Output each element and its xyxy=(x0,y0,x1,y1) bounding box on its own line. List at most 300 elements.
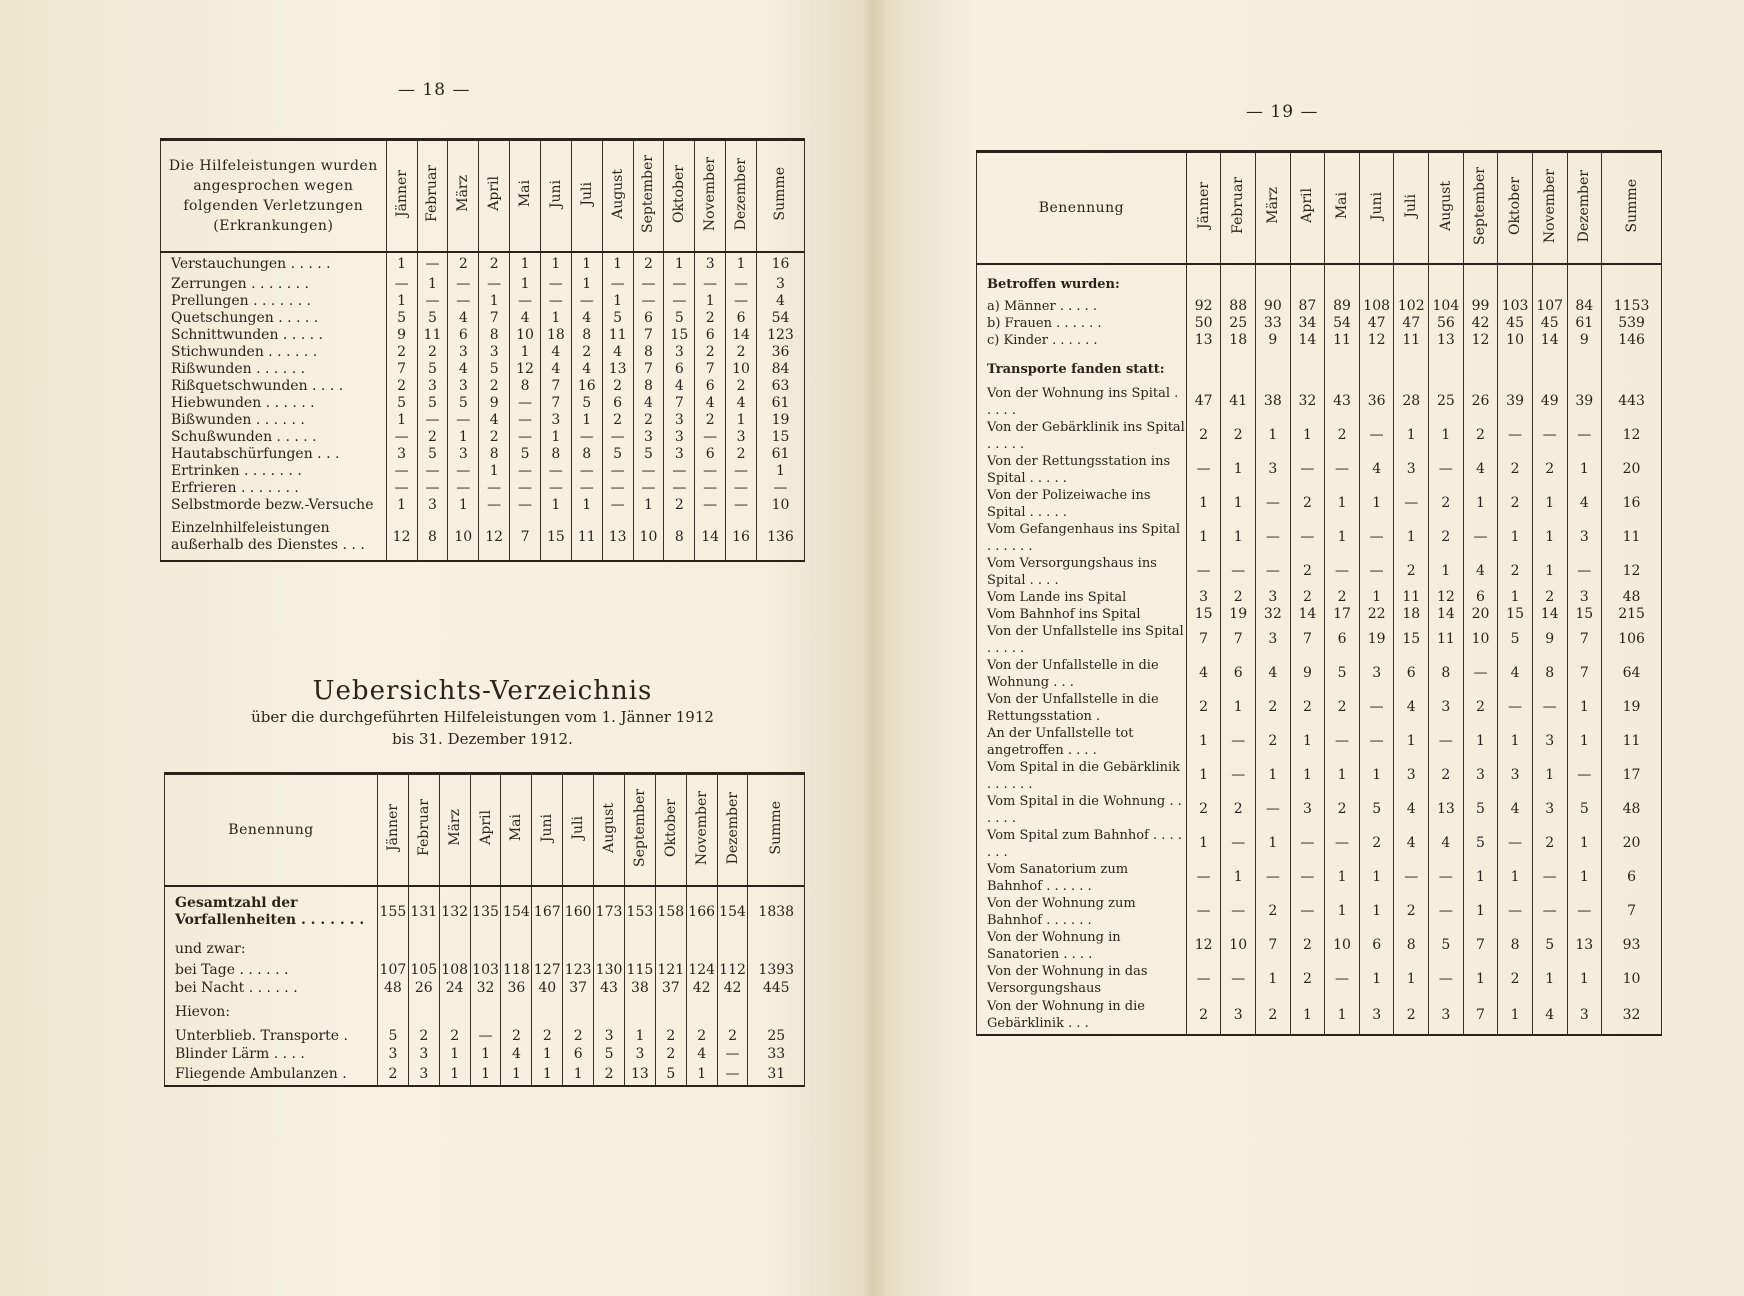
value-cell: — xyxy=(1463,521,1498,555)
value-cell: — xyxy=(664,463,695,480)
value-cell: 1 xyxy=(448,429,479,446)
value-cell: 8 xyxy=(510,378,541,395)
value-cell: 3 xyxy=(1394,759,1429,793)
table-row xyxy=(977,793,1662,827)
value-cell: 1 xyxy=(633,497,664,515)
table-row xyxy=(977,963,1662,997)
value-cell: 3 xyxy=(664,344,695,361)
value-cell: — xyxy=(540,276,571,293)
value-cell: 1 xyxy=(439,1064,470,1086)
left-page xyxy=(0,0,870,1296)
value-cell: 4 xyxy=(448,361,479,378)
row-label: Von der Wohnung in Sanatorien . . . . xyxy=(977,929,1187,963)
overview-subtitle-line2: bis 31. Dezember 1912. xyxy=(392,730,573,748)
month-header-label: Mai xyxy=(517,180,534,208)
value-cell: — xyxy=(540,293,571,310)
value-cell: — xyxy=(448,412,479,429)
table-row xyxy=(161,463,805,480)
label-column-header: Die Hilfeleistungen wurden angesprochen wegen folgenden Verletzungen (Erkrankungen) xyxy=(161,140,387,252)
sum-cell: 10 xyxy=(756,497,804,515)
row-label: Hiebwunden . . . . . . xyxy=(161,395,387,412)
row-label: Von der Unfallstelle ins Spital . . . . . xyxy=(977,623,1187,657)
value-cell xyxy=(439,938,470,962)
value-cell: 7 xyxy=(1567,623,1602,657)
value-cell: 121 xyxy=(655,962,686,980)
value-cell: 1 xyxy=(479,293,510,310)
value-cell: — xyxy=(717,1046,748,1064)
value-cell: 1 xyxy=(1498,725,1533,759)
value-cell: 1 xyxy=(1359,861,1394,895)
value-cell: 160 xyxy=(563,886,594,938)
month-header xyxy=(748,774,805,886)
value-cell: 18 xyxy=(1221,332,1256,349)
value-cell: 3 xyxy=(1567,589,1602,606)
row-label: Quetschungen . . . . . xyxy=(161,310,387,327)
row-label: a) Männer . . . . . xyxy=(977,298,1187,315)
table-row xyxy=(977,861,1662,895)
value-cell: — xyxy=(1394,487,1429,521)
value-cell: 1 xyxy=(532,1064,563,1086)
value-cell: 166 xyxy=(686,886,717,938)
value-cell: 4 xyxy=(571,310,602,327)
value-cell: 2 xyxy=(726,378,757,395)
value-cell: 4 xyxy=(1394,793,1429,827)
value-cell: 9 xyxy=(1567,332,1602,349)
table-row xyxy=(161,429,805,446)
row-label: Bißwunden . . . . . . xyxy=(161,412,387,429)
table-row xyxy=(977,385,1662,419)
value-cell: 45 xyxy=(1498,315,1533,332)
value-cell: 2 xyxy=(1325,589,1360,606)
value-cell: 20 xyxy=(1463,606,1498,623)
month-header xyxy=(1532,152,1567,264)
month-header xyxy=(594,774,625,886)
table-row xyxy=(161,480,805,497)
value-cell: 40 xyxy=(532,980,563,998)
value-cell: 2 xyxy=(1498,453,1533,487)
month-header-label: Dezember xyxy=(733,157,750,230)
sum-cell: 12 xyxy=(1602,419,1662,453)
value-cell: 12 xyxy=(1463,332,1498,349)
value-cell: 32 xyxy=(1256,606,1291,623)
value-cell: 6 xyxy=(1359,929,1394,963)
value-cell: 2 xyxy=(448,252,479,276)
value-cell: 3 xyxy=(1256,453,1291,487)
value-cell: — xyxy=(510,395,541,412)
value-cell: 132 xyxy=(439,886,470,938)
value-cell: 19 xyxy=(1221,606,1256,623)
month-header-label: Juli xyxy=(1403,193,1420,218)
value-cell: 12 xyxy=(479,515,510,561)
value-cell xyxy=(686,938,717,962)
value-cell: — xyxy=(571,480,602,497)
value-cell xyxy=(1186,264,1221,298)
value-cell: 6 xyxy=(695,446,726,463)
month-header xyxy=(501,774,532,886)
row-label: Von der Wohnung ins Spital . . . . . xyxy=(977,385,1187,419)
value-cell: 10 xyxy=(510,327,541,344)
value-cell: 2 xyxy=(1463,419,1498,453)
value-cell: 1 xyxy=(1359,759,1394,793)
value-cell: 3 xyxy=(664,429,695,446)
value-cell xyxy=(501,938,532,962)
value-cell xyxy=(1256,349,1291,385)
value-cell: 1 xyxy=(571,497,602,515)
value-cell: 7 xyxy=(1186,623,1221,657)
value-cell: 4 xyxy=(633,395,664,412)
table-row xyxy=(977,589,1662,606)
value-cell: — xyxy=(1256,793,1291,827)
value-cell: — xyxy=(633,293,664,310)
value-cell: 47 xyxy=(1394,315,1429,332)
sum-cell: 25 xyxy=(748,1028,805,1046)
value-cell: — xyxy=(571,293,602,310)
value-cell: — xyxy=(386,276,417,293)
value-cell: 1 xyxy=(1394,521,1429,555)
month-header xyxy=(470,774,501,886)
value-cell: 3 xyxy=(726,429,757,446)
value-cell: 130 xyxy=(594,962,625,980)
value-cell: 3 xyxy=(448,378,479,395)
value-cell: 2 xyxy=(1532,453,1567,487)
value-cell: 127 xyxy=(532,962,563,980)
month-header xyxy=(664,140,695,252)
value-cell: 7 xyxy=(633,361,664,378)
value-cell: 1 xyxy=(1221,691,1256,725)
month-header-label: Oktober xyxy=(662,798,679,857)
value-cell: — xyxy=(1359,419,1394,453)
value-cell: 14 xyxy=(1290,332,1325,349)
sum-cell: 1 xyxy=(756,463,804,480)
value-cell: — xyxy=(1186,555,1221,589)
value-cell: 3 xyxy=(1394,453,1429,487)
value-cell: 1 xyxy=(1394,963,1429,997)
value-cell xyxy=(470,998,501,1028)
value-cell: 10 xyxy=(726,361,757,378)
value-cell: — xyxy=(1325,963,1360,997)
table-row xyxy=(977,895,1662,929)
value-cell: 1 xyxy=(1256,419,1291,453)
value-cell: — xyxy=(510,480,541,497)
value-cell: 36 xyxy=(501,980,532,998)
value-cell: 9 xyxy=(386,327,417,344)
row-label: Gesamtzahl der Vorfallenheiten . . . . . . . xyxy=(165,886,378,938)
value-cell: 1 xyxy=(624,1028,655,1046)
value-cell: 1 xyxy=(1186,487,1221,521)
value-cell xyxy=(1429,349,1464,385)
value-cell: — xyxy=(1325,827,1360,861)
value-cell: 8 xyxy=(633,344,664,361)
row-label: Von der Wohnung zum Bahnhof . . . . . . xyxy=(977,895,1187,929)
value-cell: — xyxy=(386,463,417,480)
value-cell: 15 xyxy=(540,515,571,561)
value-cell: 4 xyxy=(664,378,695,395)
value-cell: — xyxy=(726,463,757,480)
value-cell: 8 xyxy=(664,515,695,561)
table-row xyxy=(977,657,1662,691)
value-cell: 3 xyxy=(1290,793,1325,827)
value-cell: — xyxy=(1221,895,1256,929)
value-cell: 10 xyxy=(1463,623,1498,657)
value-cell: 1 xyxy=(1186,725,1221,759)
row-label: Von der Wohnung in die Gebärklinik . . . xyxy=(977,997,1187,1035)
value-cell: 1 xyxy=(1532,487,1567,521)
value-cell: 5 xyxy=(386,395,417,412)
sum-cell xyxy=(1602,264,1662,298)
row-label: Vom Gefangenhaus ins Spital . . . . . . xyxy=(977,521,1187,555)
value-cell: 5 xyxy=(1359,793,1394,827)
value-cell: 6 xyxy=(633,310,664,327)
value-cell: 2 xyxy=(377,1064,408,1086)
month-header-label: Juni xyxy=(547,179,564,208)
value-cell: 2 xyxy=(1429,759,1464,793)
value-cell: 7 xyxy=(1221,623,1256,657)
value-cell: 1 xyxy=(1359,895,1394,929)
table-row xyxy=(165,938,805,962)
sum-cell: 19 xyxy=(1602,691,1662,725)
row-label: Vom Versorgungshaus ins Spital . . . . xyxy=(977,555,1187,589)
value-cell: 5 xyxy=(386,310,417,327)
value-cell: 6 xyxy=(726,310,757,327)
label-column-header: Benennung xyxy=(165,774,378,886)
value-cell: 2 xyxy=(602,412,633,429)
injuries-table xyxy=(160,138,805,562)
value-cell: 1 xyxy=(1186,827,1221,861)
value-cell xyxy=(1221,264,1256,298)
value-cell: 42 xyxy=(717,980,748,998)
value-cell: — xyxy=(1186,453,1221,487)
value-cell: 1 xyxy=(510,344,541,361)
value-cell: — xyxy=(1498,827,1533,861)
value-cell: 8 xyxy=(1498,929,1533,963)
row-label: Schußwunden . . . . . xyxy=(161,429,387,446)
month-header-label: November xyxy=(693,790,710,865)
value-cell: 1 xyxy=(563,1064,594,1086)
value-cell: 84 xyxy=(1567,298,1602,315)
value-cell: — xyxy=(1498,895,1533,929)
value-cell: 8 xyxy=(417,515,448,561)
value-cell: 50 xyxy=(1186,315,1221,332)
value-cell: 88 xyxy=(1221,298,1256,315)
value-cell: 25 xyxy=(1429,385,1464,419)
value-cell: — xyxy=(1567,895,1602,929)
value-cell xyxy=(594,938,625,962)
month-header-label: August xyxy=(609,168,626,219)
month-header xyxy=(624,774,655,886)
value-cell: 5 xyxy=(1567,793,1602,827)
sum-cell: 1393 xyxy=(748,962,805,980)
page-number: — 18 — xyxy=(398,80,471,100)
value-cell: 102 xyxy=(1394,298,1429,315)
overview-subtitle-line1: über die durchgeführten Hilfeleistungen vom 1. Jänner 1912 xyxy=(251,708,714,726)
value-cell: 7 xyxy=(1463,997,1498,1035)
value-cell: 8 xyxy=(1532,657,1567,691)
value-cell: 3 xyxy=(448,446,479,463)
row-label: Von der Unfallstelle in die Rettungsstation . xyxy=(977,691,1187,725)
value-cell: — xyxy=(695,497,726,515)
value-cell: 6 xyxy=(695,378,726,395)
value-cell: 1 xyxy=(1221,861,1256,895)
value-cell: — xyxy=(1359,725,1394,759)
value-cell: 26 xyxy=(1463,385,1498,419)
value-cell: 45 xyxy=(1532,315,1567,332)
month-header xyxy=(1186,152,1221,264)
value-cell: — xyxy=(448,276,479,293)
value-cell: 3 xyxy=(1498,759,1533,793)
month-header-label: Oktober xyxy=(671,164,688,223)
value-cell: 1 xyxy=(1567,453,1602,487)
sum-cell: 6 xyxy=(1602,861,1662,895)
value-cell: 2 xyxy=(686,1028,717,1046)
value-cell: 28 xyxy=(1394,385,1429,419)
value-cell: 2 xyxy=(1256,895,1291,929)
value-cell: — xyxy=(417,463,448,480)
value-cell: 25 xyxy=(1221,315,1256,332)
value-cell: 1 xyxy=(571,252,602,276)
value-cell: 4 xyxy=(602,344,633,361)
value-cell: 123 xyxy=(563,962,594,980)
row-label: Von der Wohnung in das Versorgungshaus xyxy=(977,963,1187,997)
value-cell: — xyxy=(1221,555,1256,589)
value-cell: — xyxy=(726,497,757,515)
value-cell: 19 xyxy=(1359,623,1394,657)
table-row xyxy=(977,623,1662,657)
value-cell: 1 xyxy=(1463,963,1498,997)
value-cell: 3 xyxy=(1567,521,1602,555)
sum-cell: 11 xyxy=(1602,725,1662,759)
sum-cell: 64 xyxy=(1602,657,1662,691)
value-cell: — xyxy=(1290,895,1325,929)
value-cell: 167 xyxy=(532,886,563,938)
value-cell: 1 xyxy=(1498,997,1533,1035)
value-cell: 1 xyxy=(510,252,541,276)
value-cell: 14 xyxy=(1532,332,1567,349)
value-cell: 7 xyxy=(479,310,510,327)
value-cell: 3 xyxy=(386,446,417,463)
value-cell xyxy=(501,998,532,1028)
row-label: Von der Gebärklinik ins Spital . . . . . xyxy=(977,419,1187,453)
value-cell: 42 xyxy=(1463,315,1498,332)
sum-cell: 3 xyxy=(756,276,804,293)
value-cell: 7 xyxy=(1290,623,1325,657)
value-cell: 2 xyxy=(1498,963,1533,997)
value-cell: 10 xyxy=(1498,332,1533,349)
value-cell: 5 xyxy=(417,395,448,412)
value-cell: 10 xyxy=(1325,929,1360,963)
value-cell: — xyxy=(1567,555,1602,589)
value-cell: 8 xyxy=(571,327,602,344)
value-cell: 4 xyxy=(686,1046,717,1064)
value-cell xyxy=(1463,264,1498,298)
value-cell: — xyxy=(664,276,695,293)
value-cell: 13 xyxy=(1429,332,1464,349)
value-cell: 2 xyxy=(726,446,757,463)
month-header-label: Jänner xyxy=(1195,182,1212,230)
value-cell: — xyxy=(571,429,602,446)
month-header xyxy=(571,140,602,252)
sum-cell: 84 xyxy=(756,361,804,378)
month-header-label: Februar xyxy=(424,165,441,223)
value-cell: 2 xyxy=(695,412,726,429)
month-header xyxy=(1325,152,1360,264)
value-cell: 173 xyxy=(594,886,625,938)
sum-cell: 16 xyxy=(756,252,804,276)
table-row xyxy=(165,962,805,980)
value-cell: 3 xyxy=(664,446,695,463)
table-row xyxy=(161,293,805,310)
value-cell: 12 xyxy=(1359,332,1394,349)
value-cell: 2 xyxy=(532,1028,563,1046)
value-cell: — xyxy=(1221,759,1256,793)
right-page xyxy=(874,0,1744,1296)
value-cell: 2 xyxy=(594,1064,625,1086)
month-header-label: September xyxy=(1472,166,1489,245)
value-cell: 1 xyxy=(1221,521,1256,555)
value-cell: 1 xyxy=(602,252,633,276)
value-cell: — xyxy=(1325,453,1360,487)
table-row xyxy=(165,1046,805,1064)
value-cell xyxy=(1186,349,1221,385)
value-cell xyxy=(1290,349,1325,385)
value-cell: 1 xyxy=(1325,997,1360,1035)
value-cell: 1 xyxy=(1256,759,1291,793)
table-row xyxy=(161,310,805,327)
sum-cell: 19 xyxy=(756,412,804,429)
month-header xyxy=(602,140,633,252)
value-cell: — xyxy=(1429,861,1464,895)
value-cell: 9 xyxy=(479,395,510,412)
value-cell: — xyxy=(1221,725,1256,759)
value-cell: — xyxy=(448,293,479,310)
value-cell: 1 xyxy=(1463,725,1498,759)
value-cell: 2 xyxy=(1463,691,1498,725)
row-label: Selbstmorde bezw.-Versuche xyxy=(161,497,387,515)
value-cell: — xyxy=(695,429,726,446)
value-cell xyxy=(1256,264,1291,298)
value-cell: 90 xyxy=(1256,298,1291,315)
value-cell: 1 xyxy=(1186,521,1221,555)
value-cell xyxy=(1325,349,1360,385)
value-cell: 2 xyxy=(571,344,602,361)
value-cell: 6 xyxy=(1325,623,1360,657)
table-row xyxy=(977,929,1662,963)
value-cell: 2 xyxy=(1394,895,1429,929)
value-cell: 3 xyxy=(479,344,510,361)
value-cell: 3 xyxy=(1359,997,1394,1035)
value-cell: 1 xyxy=(532,1046,563,1064)
value-cell: 2 xyxy=(1325,691,1360,725)
row-label: Vom Bahnhof ins Spital xyxy=(977,606,1187,623)
value-cell: — xyxy=(1532,895,1567,929)
value-cell: 3 xyxy=(1463,759,1498,793)
table-row xyxy=(161,344,805,361)
sum-cell: 136 xyxy=(756,515,804,561)
value-cell: 39 xyxy=(1567,385,1602,419)
table-row xyxy=(161,412,805,429)
value-cell: 6 xyxy=(1221,657,1256,691)
month-header-label: März xyxy=(1264,187,1281,225)
value-cell: 8 xyxy=(1429,657,1464,691)
value-cell: 3 xyxy=(408,1064,439,1086)
value-cell: 9 xyxy=(1532,623,1567,657)
value-cell: — xyxy=(1186,861,1221,895)
row-label: b) Frauen . . . . . . xyxy=(977,315,1187,332)
value-cell: 135 xyxy=(470,886,501,938)
value-cell: 5 xyxy=(479,361,510,378)
table-row xyxy=(977,419,1662,453)
value-cell: 2 xyxy=(633,252,664,276)
value-cell: — xyxy=(1256,555,1291,589)
